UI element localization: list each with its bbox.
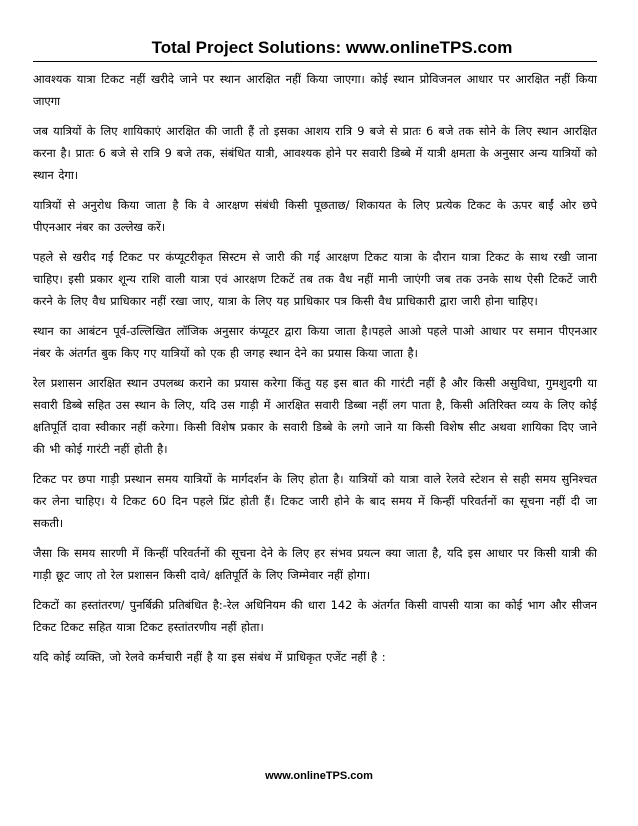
paragraph-transfer-prohibited: टिकटों का हस्तांतरण/ पुनर्बिक्री प्रतिबंधित है:-रेल अधिनियम की धारा 142 के अंतर्गत किसी वापसी यात्रा का कोई भाग और सीजन टिकट टिकट सहित यात्रा टिकट हस्तांतरणीय नहीं होता। [33, 598, 597, 634]
paragraph-timetable-changes: जैसा कि समय सारणी में किन्हीं परिवर्तनों की सूचना देने के लिए हर संभव प्रयत्न क्या जाता है, यदि इस आधार पर किसी यात्री की गाड़ी छूट जाए तो रेल प्रशासन किसी दावे/ क्षतिपूर्ति के लिए जिम्मेवार नहीं होगा। [33, 546, 597, 582]
header-divider [33, 61, 597, 62]
page-header-title: Total Project Solutions: www.onlineTPS.com [151, 38, 513, 57]
paragraph-seat-allotment: स्थान का आबंटन पूर्व-उल्लिखित लॉजिक अनुसार कंप्यूटर द्वारा किया जाता है।पहले आओ पहले पाओ आधार पर समान पीएनआर नंबर के अंतर्गत बुक किए गए यात्रियों को एक ही जगह स्थान देने का प्रयास किया जाता है। [33, 324, 597, 360]
paragraph-no-guarantee: रेल प्रशासन आरक्षित स्थान उपलब्ध कराने का प्रयास करेगा किंतु यह इस बात की गारंटी नहीं है और किसी असुविधा, गुमशुदगी या सवारी डिब्बे सहित उस स्थान के लिए, यदि उस गाड़ी में आरक्षित सवारी डिब्बा नहीं लग पाता है, किसी अतिरिक्त व्यय के लिए कोई क्षतिपूर्ति दावा स्वीकार नहीं करेगा। किसी विशेष प्रकार के सवारी डिब्बे के लगो जाने या किसी विशेष सीट अथवा शायिका दिए जाने की भी कोई गारंटी नहीं होती है। [33, 376, 597, 456]
paragraph-non-employee: यदि कोई व्यक्ति, जो रेलवे कर्मचारी नहीं है या इस संबंध में प्राधिकृत एजेंट नहीं है : [33, 650, 386, 664]
paragraph-pnr-reference: यात्रियों से अनुरोध किया जाता है कि वे आरक्षण संबंधी किसी पूछताछ/ शिकायत के लिए प्रत्येक टिकट के ऊपर बाईं ओर छपे पीएनआर नंबर का उल्लेख करें। [33, 198, 597, 234]
paragraph-computerized-ticket: पहले से खरीद गई टिकट पर कंप्यूटरीकृत सिस्टम से जारी की गई आरक्षण टिकट यात्रा के दौरान यात्रा टिकट के साथ रखी जाना चाहिए। इसी प्रकार शून्य राशि वाली यात्रा एवं आरक्षण टिकटें तब तक वैध नहीं मानी जाएंगी जब तक उनके साथ ऐसी टिकटें जारी करने के लिए वैध प्राधिकार नहीं रखा जाए, यात्रा के लिए यह प्राधिकार पत्र किसी वैध प्राधिकारी द्वारा जारी होना चाहिए। [33, 250, 597, 308]
document-body [33, 68, 597, 676]
paragraph-berth-hours: जब यात्रियों के लिए शायिकाएं आरक्षित की जाती हैं तो इसका आशय रात्रि 9 बजे से प्रातः 6 बजे तक सोने के लिए स्थान आरक्षित करना है। प्रातः 6 बजे से रात्रि 9 बजे तक, संबंधित यात्री, आवश्यक होने पर सवारी डिब्बे में यात्री क्षमता के अनुसार अन्य यात्रियों को स्थान देगा। [33, 124, 597, 182]
paragraph-ticket-required: आवश्यक यात्रा टिकट नहीं खरीदे जाने पर स्थान आरक्षित नहीं किया जाएगा। कोई स्थान प्रोविजनल आधार पर आरक्षित नहीं किया जाएगा [33, 72, 597, 108]
page-footer: www.onlineTPS.com [265, 770, 373, 782]
paragraph-departure-time: टिकट पर छपा गाड़ी प्रस्थान समय यात्रियों के मार्गदर्शन के लिए होता है। यात्रियों को यात्रा वाले रेलवे स्टेशन से सही समय सुनिश्चत कर लेना चाहिए। ये टिकट 60 दिन पहले प्रिंट होती हैं। टिकट जारी होने के बाद समय में किन्हीं परिवर्तनों का सूचना नहीं दी जा सकती। [33, 472, 597, 530]
